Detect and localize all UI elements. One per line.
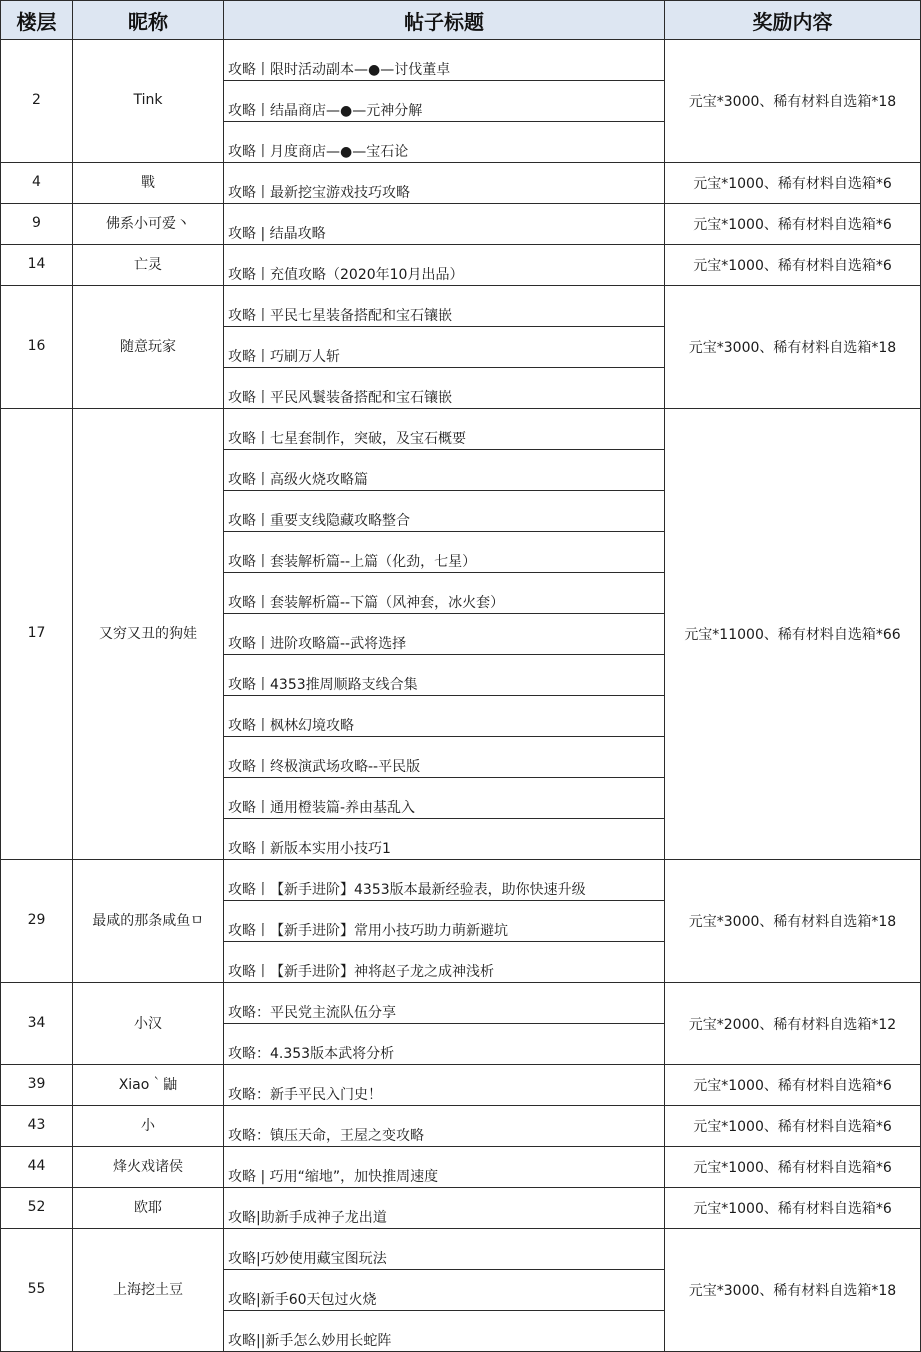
post-title-cell: 攻略丨限时活动副本—●—讨伐董卓 [224, 40, 665, 81]
nickname-cell [73, 163, 224, 204]
header-post-title: 帖子标题 [224, 1, 665, 40]
post-title-cell: 攻略丨进阶攻略篇--武将选择 [224, 614, 665, 655]
post-title-cell: 攻略丨枫林幻境攻略 [224, 696, 665, 737]
floor-cell [1, 245, 73, 286]
floor-number: 9 [32, 215, 41, 231]
reward-cell: 元宝*1000、稀有材料自选箱*6 [665, 1188, 921, 1229]
post-title-cell: 攻略：镇压天命，王屋之变攻略 [224, 1106, 665, 1147]
post-title-cell: 攻略丨【新手进阶】常用小技巧助力萌新避坑 [224, 901, 665, 942]
floor-cell [1, 40, 73, 163]
table-row [1, 409, 921, 450]
post-title-cell: 攻略 | 结晶攻略 [224, 204, 665, 245]
table-row [1, 860, 921, 901]
reward-cell: 元宝*3000、稀有材料自选箱*18 [665, 286, 921, 409]
table-row [1, 1106, 921, 1147]
post-title-cell: 攻略丨终极演武场攻略--平民版 [224, 737, 665, 778]
nickname-cell [73, 1065, 224, 1106]
nickname-text: 最咸的那条咸鱼ㅁ [92, 913, 204, 929]
post-title-cell: 攻略||新手怎么妙用长蛇阵 [224, 1311, 665, 1352]
nickname-cell [73, 286, 224, 409]
reward-cell: 元宝*1000、稀有材料自选箱*6 [665, 204, 921, 245]
post-title-cell: 攻略丨【新手进阶】神将赵子龙之成神浅析 [224, 942, 665, 983]
nickname-text: 随意玩家 [120, 339, 176, 355]
floor-cell [1, 1229, 73, 1352]
floor-number: 43 [27, 1117, 46, 1133]
table-row [1, 204, 921, 245]
floor-cell [1, 163, 73, 204]
nickname-text: 又穷又丑的狗娃 [99, 626, 197, 642]
floor-cell [1, 1065, 73, 1106]
post-title-cell: 攻略丨结晶商店—●—元神分解 [224, 81, 665, 122]
post-title-cell: 攻略丨最新挖宝游戏技巧攻略 [224, 163, 665, 204]
post-title-cell: 攻略：4.353版本武将分析 [224, 1024, 665, 1065]
post-title-cell: 攻略丨平民风鬟装备搭配和宝石镶嵌 [224, 368, 665, 409]
table-row [1, 1065, 921, 1106]
post-title-cell: 攻略|新手60天包过火烧 [224, 1270, 665, 1311]
table-body [1, 40, 921, 1352]
floor-number: 17 [27, 625, 46, 641]
nickname-cell [73, 860, 224, 983]
table-row [1, 40, 921, 81]
floor-cell [1, 1106, 73, 1147]
floor-cell [1, 1147, 73, 1188]
reward-cell: 元宝*1000、稀有材料自选箱*6 [665, 163, 921, 204]
post-title-cell: 攻略丨巧刷万人斩 [224, 327, 665, 368]
table-row [1, 1188, 921, 1229]
nickname-text: 佛系小可爱丶 [106, 216, 190, 232]
table-row [1, 286, 921, 327]
nickname-cell [73, 40, 224, 163]
post-title-cell: 攻略：平民党主流队伍分享 [224, 983, 665, 1024]
floor-number: 16 [27, 338, 46, 354]
post-title-cell: 攻略丨4353推周顺路支线合集 [224, 655, 665, 696]
floor-number: 55 [27, 1281, 46, 1297]
nickname-text: 上海挖土豆 [113, 1282, 183, 1298]
nickname-cell [73, 1229, 224, 1352]
table-row [1, 1147, 921, 1188]
nickname-cell [73, 204, 224, 245]
post-title-cell: 攻略|巧妙使用藏宝图玩法 [224, 1229, 665, 1270]
reward-cell: 元宝*11000、稀有材料自选箱*66 [665, 409, 921, 860]
nickname-text: 小汉 [134, 1015, 162, 1032]
floor-cell [1, 983, 73, 1065]
reward-cell: 元宝*1000、稀有材料自选箱*6 [665, 1147, 921, 1188]
post-title-cell: 攻略丨套装解析篇--下篇（风神套，冰火套） [224, 573, 665, 614]
nickname-text: 小 [141, 1118, 155, 1134]
post-title-cell: 攻略 | 巧用“缩地”，加快推周速度 [224, 1147, 665, 1188]
table-row [1, 245, 921, 286]
post-title-cell: 攻略丨新版本实用小技巧1 [224, 819, 665, 860]
post-title-cell: 攻略丨【新手进阶】4353版本最新经验表，助你快速升级 [224, 860, 665, 901]
post-title-cell: 攻略：新手平民入门史！ [224, 1065, 665, 1106]
nickname-text: 烽火戏诸侯 [113, 1159, 183, 1175]
post-title-cell: 攻略|助新手成神子龙出道 [224, 1188, 665, 1229]
floor-number: 44 [27, 1158, 46, 1174]
post-title-cell: 攻略丨重要支线隐藏攻略整合 [224, 491, 665, 532]
table-row [1, 1229, 921, 1270]
nickname-cell [73, 1147, 224, 1188]
floor-number: 4 [32, 174, 41, 190]
nickname-text: Xiao｀鼬 [118, 1077, 178, 1093]
nickname-cell [73, 1106, 224, 1147]
header-floor: 楼层 [1, 1, 73, 40]
post-title-cell: 攻略丨七星套制作，突破，及宝石概要 [224, 409, 665, 450]
post-title-cell: 攻略丨充值攻略（2020年10月出品） [224, 245, 665, 286]
table-row [1, 983, 921, 1024]
nickname-text: 欧耶 [134, 1200, 162, 1216]
post-title-cell: 攻略丨平民七星装备搭配和宝石镶嵌 [224, 286, 665, 327]
floor-number: 2 [32, 92, 41, 108]
floor-number: 29 [27, 912, 46, 928]
nickname-text: 戰 [141, 175, 155, 191]
post-title-cell: 攻略丨月度商店—●—宝石论 [224, 122, 665, 163]
reward-cell: 元宝*1000、稀有材料自选箱*6 [665, 245, 921, 286]
floor-cell [1, 286, 73, 409]
header-nickname: 昵称 [73, 1, 224, 40]
reward-cell: 元宝*3000、稀有材料自选箱*18 [665, 860, 921, 983]
header-reward: 奖励内容 [665, 1, 921, 40]
header-row [1, 1, 921, 40]
nickname-cell [73, 983, 224, 1065]
floor-number: 39 [27, 1076, 46, 1092]
reward-cell: 元宝*1000、稀有材料自选箱*6 [665, 1065, 921, 1106]
floor-number: 34 [27, 1014, 46, 1031]
post-title-cell: 攻略丨高级火烧攻略篇 [224, 450, 665, 491]
post-title-cell: 攻略丨套装解析篇--上篇（化劲，七星） [224, 532, 665, 573]
post-title-cell: 攻略丨通用橙装篇-养由基乱入 [224, 778, 665, 819]
reward-cell: 元宝*3000、稀有材料自选箱*18 [665, 40, 921, 163]
floor-cell [1, 1188, 73, 1229]
nickname-cell [73, 1188, 224, 1229]
floor-cell [1, 860, 73, 983]
reward-cell: 元宝*2000、稀有材料自选箱*12 [665, 983, 921, 1065]
nickname-text: Tink [133, 92, 163, 108]
reward-cell: 元宝*3000、稀有材料自选箱*18 [665, 1229, 921, 1352]
table-row [1, 163, 921, 204]
floor-cell [1, 409, 73, 860]
floor-number: 52 [27, 1199, 46, 1215]
floor-number: 14 [27, 256, 46, 272]
nickname-cell [73, 245, 224, 286]
nickname-cell [73, 409, 224, 860]
reward-cell: 元宝*1000、稀有材料自选箱*6 [665, 1106, 921, 1147]
nickname-text: 亡灵 [134, 257, 162, 273]
floor-cell [1, 204, 73, 245]
